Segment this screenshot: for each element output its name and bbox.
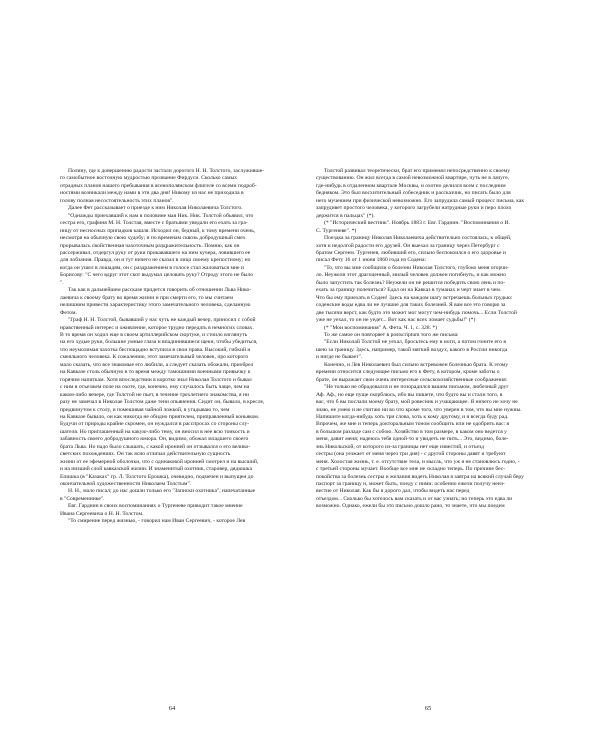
paragraph: Полину, где к довершению радости застали дорогого Н. Н. Толстого, заслуживше- го самобытное восточную мудростью прозвание Фирдуси. Сколько самых отрадных планов нашего пребывания в ясенополянском флигеле со всеми подроб- ностями возникали между нами в эти два дня! Никому из нас не приходила в голову полная несостоятельность этих планов". bbox=[60, 168, 265, 204]
paragraph: "Если Николай Толстой не уехал, бросьтесь ему в ноги, а потом гоните его в шею за границу. Здесь, например, такой мягкий воздух, какого в России никогда и нигде не бывает". bbox=[316, 339, 508, 361]
paragraph: То же самое он повторяет в postscriptum того же письма: bbox=[324, 331, 459, 338]
paragraph: Евг. Гарднин в своих воспоминаниях о Тургеневе приводит такое мнение Ивана Сергеевича о Н. Н. Толстом. bbox=[60, 503, 243, 517]
footnote: (* "Исторический вестник". Ноябрь 1883 г. Евг. Гарднин. "Воспоминания о И. С. Тургеневе". *) bbox=[316, 220, 510, 234]
paragraph: "То, что вы мне сообщили о болезни Николая Толстого, глубоко меня огорчи- ло. Неужели этот драгоценный, милый человек должен погибнуть, и как можно было запустить так болезнь? Неужели он не решится победить свою лень и по- ехать за границу полечиться? Едал он на Кавказ в туманах и черт знает в чем. Что бы ему приехать в Соден! Здесь на каждом шагу встречаешь больных грудью: соденские воды едва ли не лучшие для таких болезней. Я вам все это говорю за две тысячи верст, как будто это может мог могут чем-нибудь помочь... Если Толстой уже не уехал, то он не уедет... Вот как нас всех ломает судьбы!" (*) bbox=[316, 264, 517, 324]
paragraph: Поездка за границу Николая Николаевича действительно состоялась, к общей, хотя и недолгой радости его друзей. Он выехал за границу через Петербург с братом Сергеем. Тургенев, любивший его, сильно беспокоился о его здоровье и писал Фету 16 от 1 июня 1860 года из Содена: bbox=[316, 235, 512, 264]
paragraph: "То смирение перед жизнью, - говорил нам Иван Сергеевич, - которое Лев bbox=[68, 518, 246, 525]
right-page bbox=[300, 0, 600, 750]
right-page-text bbox=[316, 168, 540, 511]
paragraph: Так как в дальнейшем рассказе придется говорить об отношении Льва Нико- лаевича к своему брату во время жизни и при смерти его, то мы считаем нелишним привести характеристику этого замечательного человека, сделанную Фетом. bbox=[60, 287, 252, 316]
paragraph: Конечно, и Лев Николаевич был сильно встревожен болезнью брата. К этому времени относится следующее письмо его к Фету, в котором, кроме заботы о брате, он выражает свои очень интересные сельскохозяйственные соображения: bbox=[316, 361, 509, 383]
paragraph: Н. Н., мало писал; до нас дошли только его "Записки охотника", напечатанные в "Современнике". bbox=[60, 488, 256, 502]
paragraph: "Не только не обрадовался и не позорадился вашим письмом, любезный друг Аф. Аф., но еще пуще скорблюсь, ибо вы пишете, что будто вы и стали того, в вас, что б вы послали моему брату, мой ровесник и учащающее. Я ничего не хочу не знаю, не умею и не считаю ни во что кроме того, что уверен в том, что вы мне нужны. Напишите когда-нибудь хоть три слова, хоть к кому другому, и я всегда буду рад. Впрочем, же мне и теперь докторальным тоном сообщить или не одобрить вас: я в большом разладе сам с собою. Хозяйство в том размере, в каком оно ведется у меня, давит меня; надеюсь тебя одной-то и увидеть не пить... Это, видимо, боле- знь Никольской, от которого из-за границы нет еще известий, и отъезд сестры (она уезжает от меня через три дня) - с другой стороны давят и требуют меня. Холостая жизнь, т. е. отсутствие тела, и мысль, что уж я не становлюсь годно, - с третьей стороны мучает. Вообще все мне не складно теперь. По причине бес- покойства за болезнь сестры и желания видеть Николая я завтра на всякий случай беру паспорт за границу и, может быть, поеду с ними; особенно ежели получу неиз- вестие от Николая. Как бы я дорого дал, чтобы видеть нас перед отъездом... Сколько бы хотелось вам сказать и от вас узнать; но теперь это едва ли возможно. Однако, ежели бы это письмо дошло рано, то знаете, что мы поедем bbox=[316, 384, 524, 510]
paragraph: Далее Фет рассказывает о приезде к ним Николая Николаевича Толстого. bbox=[68, 205, 243, 212]
paragraph: "Однажды приехавший к нам в половине мая Ник. Ник. Толстой объявил, что сестра его, графиня М. Н. Толстая, вместе с братьями уведали его ехать за гра- ницу от несносных припадков кашля. Исходил он, бедный, к тому времени очень, несмотря на обычную свою худобу; и по временам сквозь добродушный смех прорывалась свойственная чахоточным раздражительность. Помню, как он рассерживал, отдергул руку от руки прикававшего на ним кучера, ловившего ее для лобзания. Правда, он и тут ничего не сказал в лицо своему крепостному; но когда он ушел в лошадям, он с раздражением в голосе стал жаловаться мне и Борисову: "С чего вдруг этот скот выдумал целовать руку? Отроду этого не было ". bbox=[60, 212, 256, 286]
left-page-text bbox=[60, 168, 284, 526]
page-number: 64 bbox=[168, 705, 176, 712]
page-number: 65 bbox=[424, 705, 432, 712]
paragraph: Толстой развивал теоретически, брат его применял непосредственно к своему существованию. Он жил всегда в самой невозможной квартире, чуть не в лачуге, где-нибудь в отдаленном квартале Москвы, и охотно делился всем с последним бедняком. Это был восхитительный собеседник и рассказчик, но писать было для него мучением при физической невозможно. Его запрудила самый процесс письма, как запрудивет простого человека, у которого загрубели натрудные руки и перо плохо держится в пальцах" (*). bbox=[316, 168, 525, 219]
footnote: (* "Мои воспоминания" А. Фета. Ч. 1, с. 328. *) bbox=[324, 324, 438, 331]
paragraph: "Граф Н. Н. Толстой, бывавший у нас чуть не каждый вечер, приносил с собой нравственный интерес и оживление, которое трудно передать в немногих словах. В то время он ходил еще в своем артиллерийском сюртуке, и стоило взглянуть на его худые руки, большие умные глаза и впадинившиеся щеки, чтобы убедиться, что неумолимая чахотка беспощадно вступила в свои права. Высокий, гибкий и смеяльного человека. К сожалению, этот замечательный человек, про которого мало сказать, что все знакомые его любили, а следует сказать обожали, приобрел на Кавказе столь обычную в то время между тамошними военными привычку к горячим напиткам. Хотя впоследствии я коротко знал Николая Толстого и бывал с ним в отъезжем поле на охоте, где, конечно, ему случалось быть чаще, чем на каком-либо вечере, где Толстой не пьет, в течение трехлетнего знакомства, я ни разу не замечал в Николае Толстом даже тени опьянения. Сидит он, бывало, в кресле, придвинутом к столу, и помешивая чайной ложкой, я угадываю то, чем на Кавказе бывало, он как никогда не обидно приятелем, приправленный коньяком. Будучи от природы крайне скромен, он нуждался в расспросах со стороны слу- шателя. Но приглашенный на какую-либо тему, он вносил в нее всю тонкость и забавность своего добродушного юмора. Он, видимо, обожал младшего своего брата Льва. Но надо было слышать, с какой иронией он отзывался о его велико- светских похождениях. Он так ясно отличал действительную сущность жизни от ее эфемерной оболочки, что с одинаковой иронией смотрел и на высший, и на низший слой кавказской жизни. И знаменитый охотник, старовер, дядюшка Епишка (в "Казаках" гр. Л. Толстого Ерошка), очевидно, подмечен и выпущен до окончательной художественности Николаем Толстым". bbox=[60, 317, 265, 488]
